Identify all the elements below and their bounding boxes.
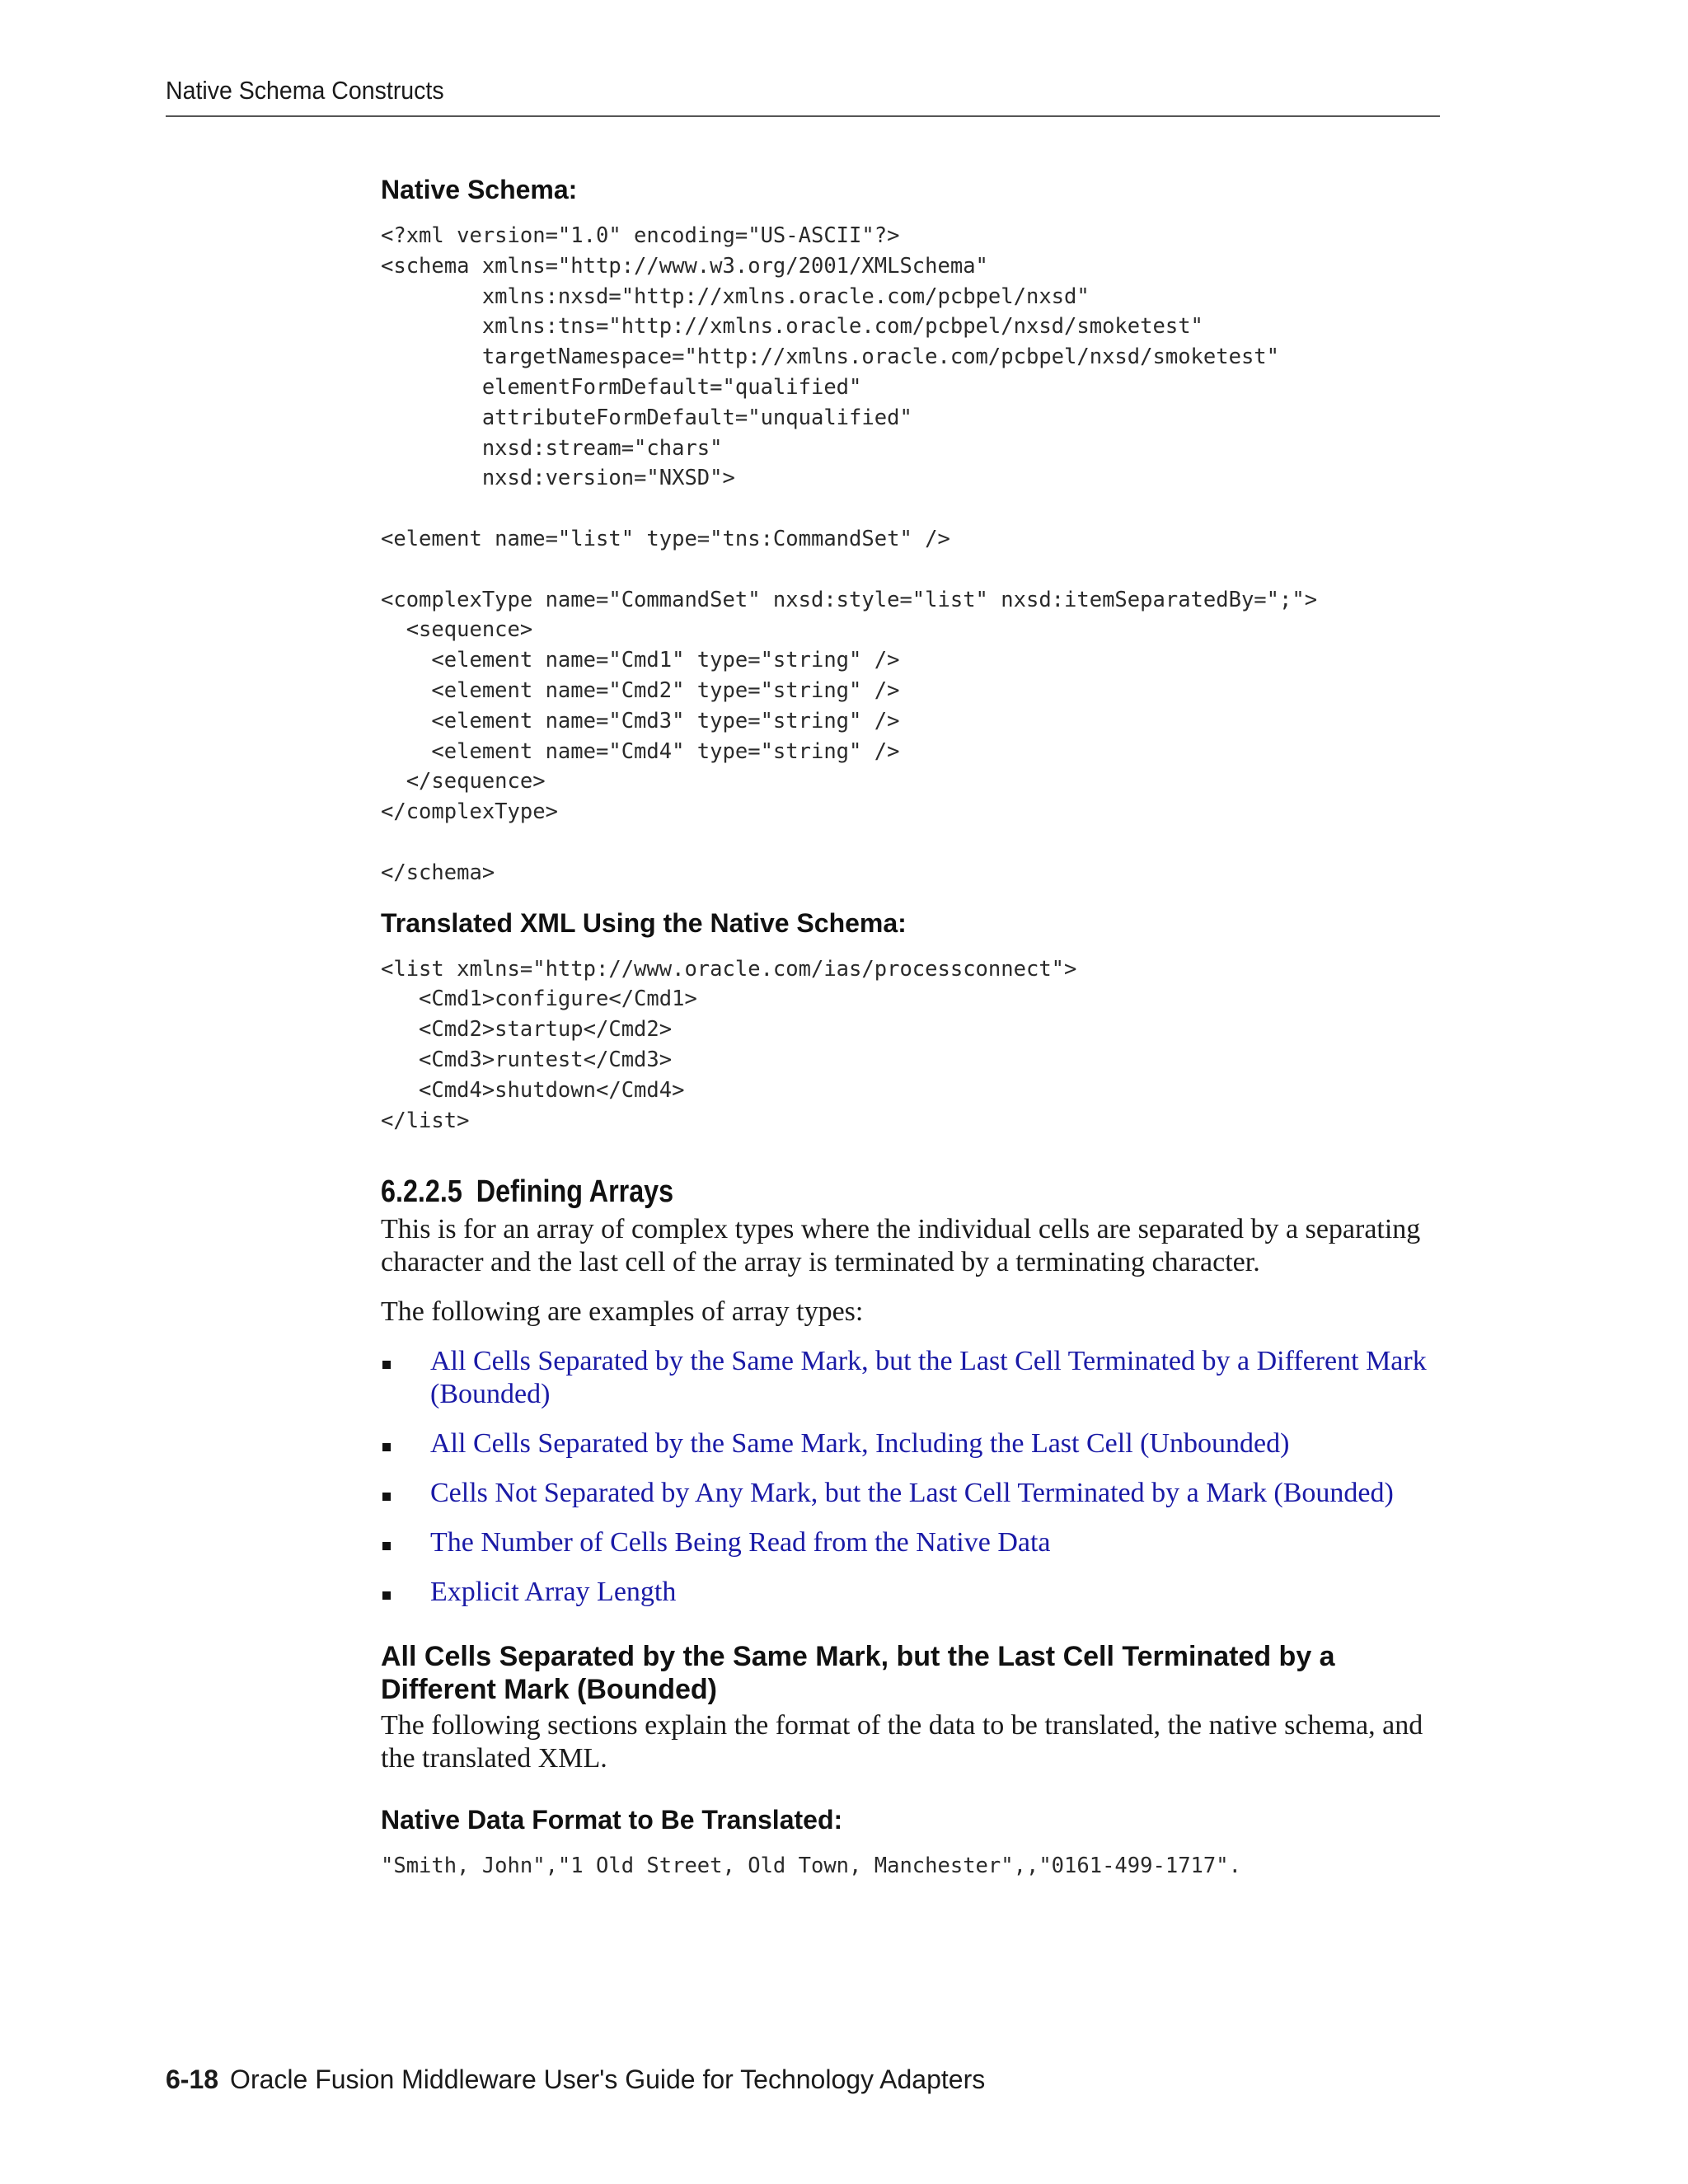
bullet-square-icon (382, 1361, 391, 1369)
page-content (381, 173, 1444, 1882)
array-type-link-list (381, 1345, 1444, 1609)
list-item (381, 1345, 1444, 1411)
bullet-square-icon (382, 1591, 391, 1600)
section-title: Defining Arrays (476, 1174, 674, 1210)
link-bounded-different-mark[interactable]: All Cells Separated by the Same Mark, but the Last Cell Terminated by a Different Mark (Bounded) (430, 1346, 1427, 1410)
link-number-of-cells[interactable]: The Number of Cells Being Read from the Native Data (430, 1527, 1051, 1558)
translated-xml-heading: Translated XML Using the Native Schema: (381, 907, 907, 938)
section-number: 6.2.2.5 (381, 1174, 462, 1210)
header-divider (166, 115, 1440, 117)
subsection-heading: All Cells Separated by the Same Mark, but the Last Cell Terminated by a Different Mark (Bounded) (381, 1641, 1335, 1706)
list-item (381, 1477, 1444, 1510)
book-title: Oracle Fusion Middleware User's Guide for Technology Adapters (230, 2064, 986, 2094)
native-schema-code-block: <?xml version="1.0" encoding="US-ASCII"?> <schema xmlns="http://www.w3.org/2001/XMLSchema" xmlns:nxsd="http://xmlns.oracle.com/pcbpel/nxsd" xmlns:tns="http://xmlns.oracle.com/pcbpel/nxsd/smoketest" targetNamespace="http://xmlns.oracle.com/pcbpel/nxsd/smoketest" elementFormDefault="qualified" attributeFormDefault="unqualified" nxsd:stream="chars" nxsd:version="NXSD"> <element name="list" type="tns:CommandSet" /> <complexType name="CommandSet" nxsd:style="list" nxsd:itemSeparatedBy=";"> <sequence> <element name="Cmd1" type="string" /> <element name="Cmd2" type="string" /> <element name="Cmd3" type="string" /> <element name="Cmd4" type="string" /> </sequence> </complexType> </schema> (381, 223, 1318, 885)
native-schema-heading: Native Schema: (381, 175, 578, 204)
list-item (381, 1526, 1444, 1559)
page-footer (166, 2064, 985, 2095)
subsection-body-paragraph: The following sections explain the format of the data to be translated, the native schema, and the translated XML. (381, 1710, 1423, 1774)
section-intro-paragraph: This is for an array of complex types where the individual cells are separated by a separating character and the last cell of the array is terminated by a terminating character. (381, 1214, 1421, 1278)
translated-xml-code-block: <list xmlns="http://www.oracle.com/ias/processconnect"> <Cmd1>configure</Cmd1> <Cmd2>startup</Cmd2> <Cmd3>runtest</Cmd3> <Cmd4>shutdown</Cmd4> </list> (381, 956, 1077, 1133)
bullet-square-icon (382, 1443, 391, 1451)
page-number: 6-18 (166, 2064, 219, 2094)
bullet-square-icon (382, 1542, 391, 1550)
link-not-separated-terminated[interactable]: Cells Not Separated by Any Mark, but the Last Cell Terminated by a Mark (Bounded) (430, 1478, 1394, 1509)
link-explicit-array-length[interactable]: Explicit Array Length (430, 1577, 677, 1608)
native-data-heading: Native Data Format to Be Translated: (381, 1805, 843, 1835)
bullet-square-icon (382, 1493, 391, 1501)
list-item (381, 1576, 1444, 1609)
running-header: Native Schema Constructs (166, 76, 444, 105)
native-data-code-block: "Smith, John","1 Old Street, Old Town, Manchester",,"0161-499-1717". (381, 1854, 1241, 1879)
section-heading (381, 1174, 1285, 1210)
list-item (381, 1427, 1444, 1460)
link-unbounded-same-mark[interactable]: All Cells Separated by the Same Mark, Including the Last Cell (Unbounded) (430, 1428, 1290, 1460)
examples-lead-paragraph: The following are examples of array types: (381, 1296, 864, 1328)
